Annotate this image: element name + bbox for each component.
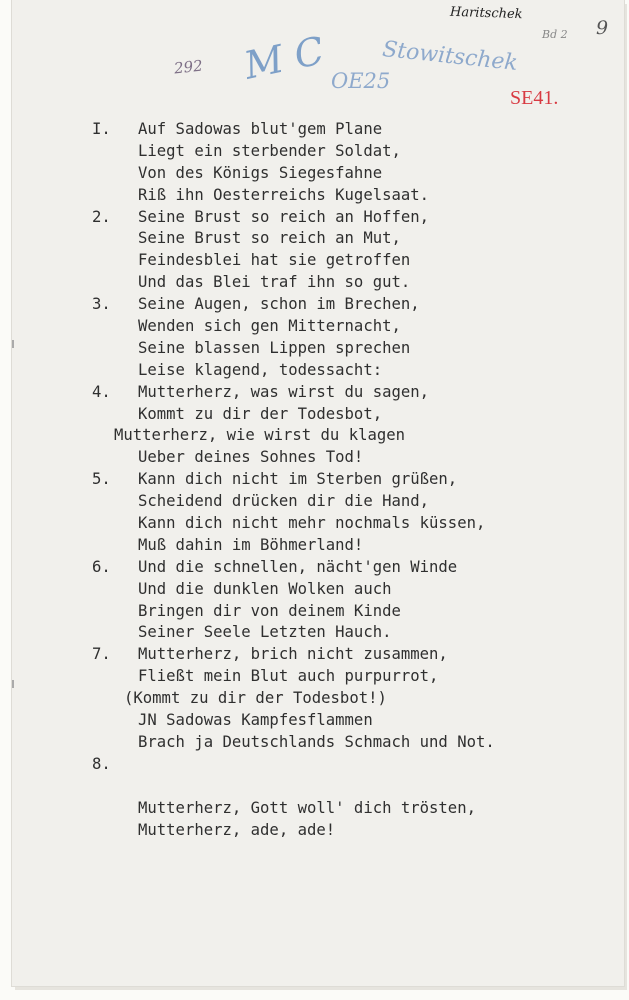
poem-line-text: Leise klagend, todessacht: bbox=[138, 360, 383, 379]
hole-mark bbox=[12, 680, 14, 688]
blue-name-note: Stowitschek bbox=[381, 36, 519, 77]
poem-line bbox=[92, 732, 629, 754]
poem-line bbox=[92, 710, 629, 732]
hole-mark bbox=[12, 340, 14, 348]
poem-line bbox=[92, 119, 629, 141]
poem-line-text: Mutterherz, wie wirst du klagen bbox=[114, 426, 406, 445]
poem-line bbox=[92, 360, 629, 382]
blue-code-note: OE25 bbox=[331, 69, 391, 93]
stanza-number: I. bbox=[92, 120, 111, 138]
typewritten-page bbox=[12, 0, 624, 986]
poem-line-text: Kann dich nicht mehr nochmals küssen, bbox=[138, 514, 486, 533]
poem-line-text: Riß ihn Oesterreichs Kugelsaat. bbox=[138, 185, 430, 204]
poem-line-text: Und die schnellen, nächt'gen Winde bbox=[138, 557, 458, 576]
poem-line bbox=[92, 250, 629, 272]
poem-line bbox=[92, 644, 629, 666]
poem-line-text: Muß dahin im Böhmerland! bbox=[138, 535, 364, 554]
poem-line-text: Scheidend drücken dir die Hand, bbox=[138, 492, 430, 511]
poem-line bbox=[92, 207, 629, 229]
stanza-number: 5. bbox=[92, 470, 111, 489]
poem-line bbox=[92, 601, 629, 623]
page-number-note: 9 bbox=[596, 17, 609, 39]
poem-line bbox=[92, 316, 629, 338]
poem-line-text: Seine Augen, schon im Brechen, bbox=[138, 295, 420, 314]
archive-volume-note: Bd 2 bbox=[542, 28, 568, 41]
poem-text bbox=[92, 119, 629, 842]
poem-line bbox=[92, 754, 629, 776]
poem-line-text: Wenden sich gen Mitternacht, bbox=[138, 317, 401, 336]
archive-name-note: Haritschek bbox=[449, 4, 523, 23]
poem-line-text: Kann dich nicht im Sterben grüßen, bbox=[138, 470, 458, 489]
poem-line-text: Fließt mein Blut auch purpurrot, bbox=[138, 667, 439, 686]
page-reference-note: 292 bbox=[173, 56, 204, 78]
poem-line bbox=[92, 163, 629, 185]
poem-line-text: Bringen dir von deinem Kinde bbox=[138, 601, 401, 620]
stanza-number: 8. bbox=[92, 754, 111, 773]
poem-line bbox=[92, 579, 629, 601]
poem-line-text: Von des Königs Siegesfahne bbox=[138, 163, 383, 182]
red-signature-note: SE41. bbox=[510, 87, 559, 109]
poem-line bbox=[92, 820, 629, 842]
poem-line-text: Feindesblei hat sie getroffen bbox=[138, 251, 411, 270]
stanza-number: 4. bbox=[92, 382, 111, 401]
poem-line-text: Und die dunklen Wolken auch bbox=[138, 579, 392, 598]
poem-line-text: Seine Brust so reich an Hoffen, bbox=[138, 207, 430, 226]
poem-line bbox=[92, 666, 629, 688]
poem-line bbox=[92, 535, 629, 557]
poem-line bbox=[92, 272, 629, 294]
stanza-number: 3. bbox=[92, 295, 111, 314]
poem-line-text: Mutterherz, Gott woll' dich trösten, bbox=[138, 798, 476, 817]
stanza-number: 7. bbox=[92, 645, 111, 664]
poem-line bbox=[92, 622, 629, 644]
stanza-gap bbox=[92, 776, 629, 798]
poem-line-text: Kommt zu dir der Todesbot, bbox=[138, 404, 383, 423]
stanza-number: 6. bbox=[92, 557, 111, 576]
poem-line-text: (Kommt zu dir der Todesbot!) bbox=[124, 689, 387, 708]
poem-line-text: Mutterherz, ade, ade! bbox=[138, 820, 336, 839]
poem-line-text: Brach ja Deutschlands Schmach und Not. bbox=[138, 732, 495, 751]
poem-line-text: Seine Brust so reich an Mut, bbox=[138, 229, 401, 248]
poem-line bbox=[92, 404, 629, 426]
poem-line bbox=[92, 447, 629, 469]
poem-line bbox=[92, 294, 629, 316]
poem-line bbox=[92, 557, 629, 579]
poem-line bbox=[92, 228, 629, 250]
poem-line-text: Seine blassen Lippen sprechen bbox=[138, 338, 411, 357]
poem-line-text: Und das Blei traf ihn so gut. bbox=[138, 273, 411, 292]
poem-line bbox=[92, 798, 629, 820]
poem-line bbox=[92, 469, 629, 491]
blue-initials-note: M C bbox=[240, 28, 328, 88]
poem-line bbox=[92, 513, 629, 535]
poem-line-text: Seiner Seele Letzten Hauch. bbox=[138, 623, 392, 642]
poem-line bbox=[92, 425, 629, 447]
stanza-number: 2. bbox=[92, 207, 111, 226]
poem-line-text: Ueber deines Sohnes Tod! bbox=[138, 448, 364, 467]
poem-line-text: JN Sadowas Kampfesflammen bbox=[138, 711, 373, 730]
poem-line bbox=[92, 688, 629, 710]
poem-line bbox=[92, 141, 629, 163]
poem-line bbox=[92, 382, 629, 404]
poem-line-text: Mutterherz, was wirst du sagen, bbox=[138, 382, 430, 401]
poem-line-text: Auf Sadowas blut'gem Plane bbox=[138, 120, 383, 138]
poem-line bbox=[92, 185, 629, 207]
poem-line-text: Mutterherz, brich nicht zusammen, bbox=[138, 645, 448, 664]
poem-line bbox=[92, 491, 629, 513]
poem-line bbox=[92, 338, 629, 360]
poem-line-text: Liegt ein sterbender Soldat, bbox=[138, 141, 401, 160]
